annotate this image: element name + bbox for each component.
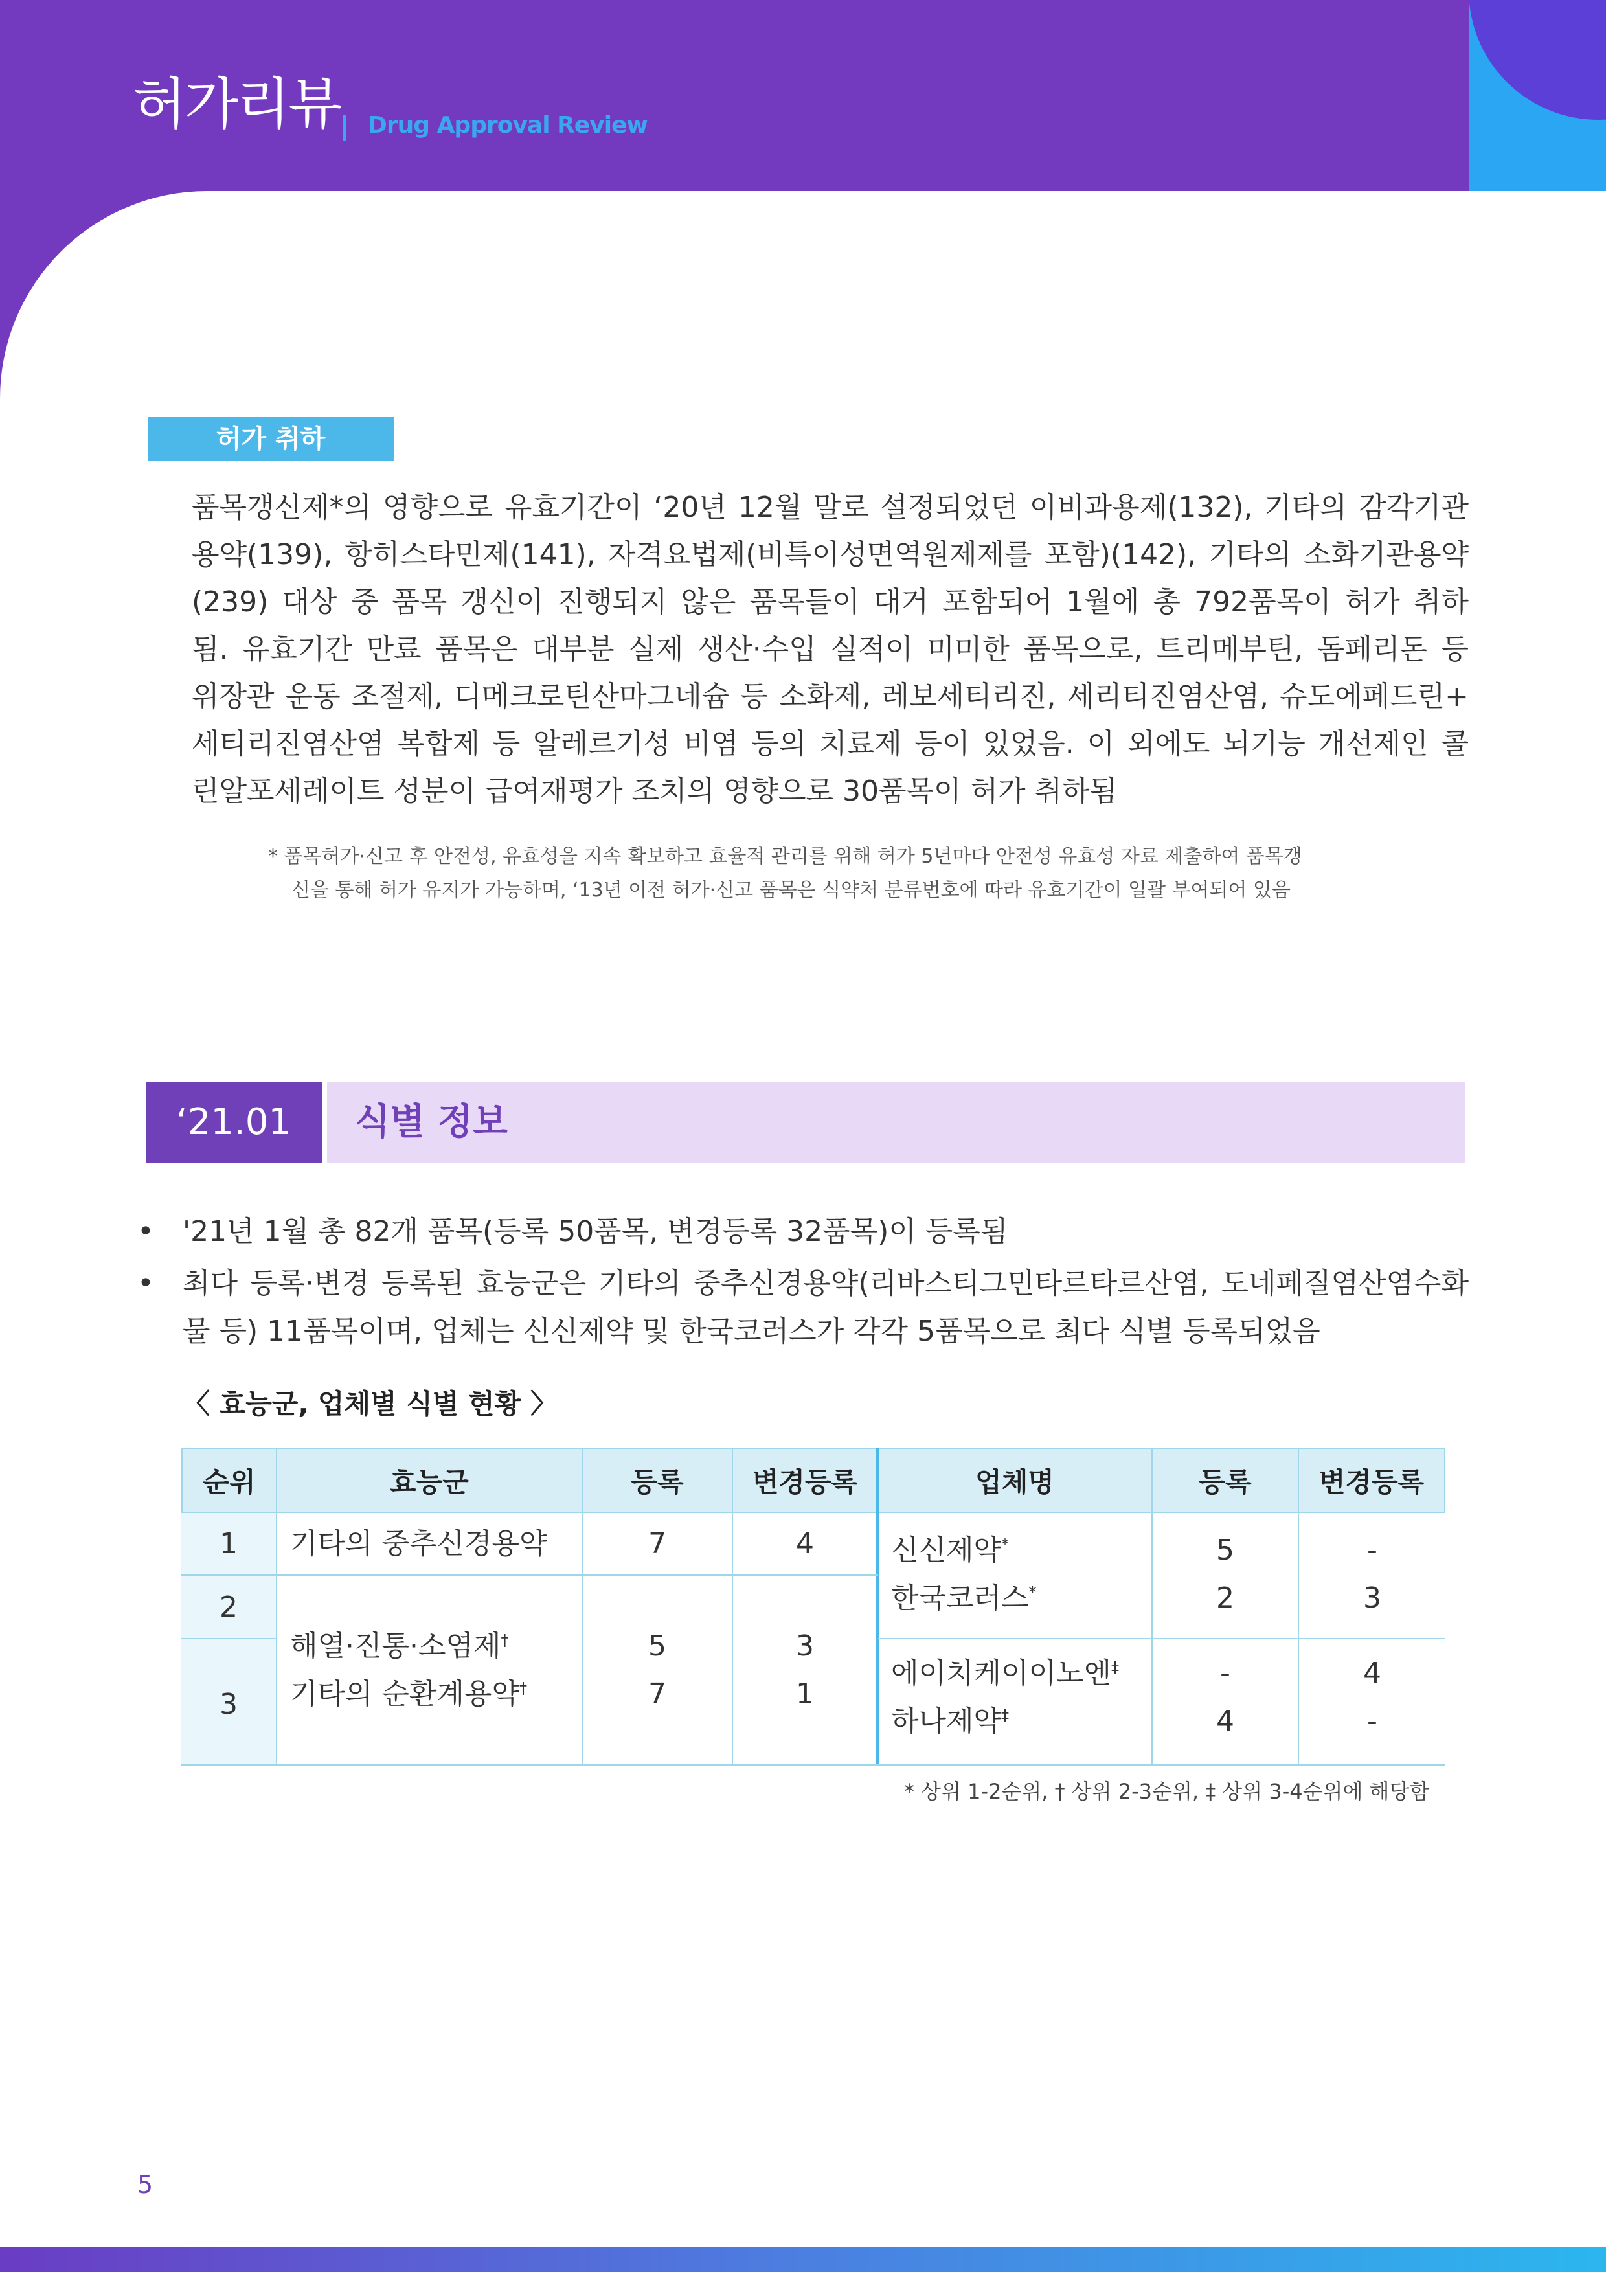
- table-note: * 상위 1-2순위, † 상위 2-3순위, ‡ 상위 3-4순위에 해당함: [904, 1779, 1430, 1804]
- header-subtitle: Drug Approval Review: [368, 112, 648, 139]
- company-name: 하나제약‡: [891, 1705, 1010, 1738]
- col-header-registered: 등록: [582, 1448, 733, 1513]
- header-divider: [343, 115, 346, 141]
- section-title: 식별 정보: [355, 1101, 508, 1143]
- paragraph-line: (239) 대상 중 품목 갱신이 진행되지 않은 품목들이 대거 포함되어 1월에 총 792품목이 허가 취하: [192, 585, 1469, 619]
- company-name: 한국코러스*: [891, 1582, 1037, 1615]
- footer-bar: [0, 2247, 1606, 2272]
- table-center-divider: [876, 1448, 879, 1766]
- paragraph-line: 품목갱신제*의 영향으로 유효기간이 ‘20년 12월 말로 설정되었던 이비과용제(132), 기타의 감각기관: [192, 491, 1469, 524]
- paragraph-line: 용약(139), 항히스타민제(141), 자격요법제(비특이성면역원제제를 포함)(142), 기타의 소화기관용약: [192, 538, 1469, 571]
- efficacy-name: 해열·진통·소염제†: [290, 1630, 509, 1663]
- col-header-efficacy: 효능군: [276, 1448, 583, 1513]
- dagger-mark: †: [519, 1679, 528, 1698]
- col-header-changed: 변경등록: [732, 1448, 878, 1513]
- grid-line: [181, 1638, 277, 1639]
- bullet-icon: •: [137, 1215, 154, 1248]
- footnote-line: * 품목허가·신고 후 안전성, 유효성을 지속 확보하고 효율적 관리를 위해 허가 5년마다 안전성 유효성 자료 제출하여 품목갱: [268, 845, 1302, 868]
- bullet-text: 최다 등록·변경 등록된 효능군은 기타의 중추신경용약(리바스티그민타르타르산염, 도네페질염산염수화: [183, 1267, 1469, 1300]
- table-caption: 〈 효능군, 업체별 식별 현황 〉: [183, 1388, 558, 1420]
- company-changed: -: [1367, 1705, 1377, 1738]
- grid-line: [181, 1574, 878, 1576]
- efficacy-changed: 3: [796, 1630, 814, 1663]
- company-name: 신신제약*: [891, 1534, 1010, 1567]
- paragraph-line: 린알포세레이트 성분이 급여재평가 조치의 영향으로 30품목이 허가 취하됨: [192, 775, 1118, 808]
- efficacy-registered: 7: [648, 1527, 666, 1560]
- footnote-line: 신을 통해 허가 유지가 가능하며, ‘13년 이전 허가·신고 품목은 식약처 분류번호에 따라 유효기간이 일괄 부여되어 있음: [291, 879, 1291, 902]
- section-tag: 허가 취하: [216, 424, 326, 454]
- header-title: 허가리뷰: [133, 72, 341, 137]
- asterisk-mark: *: [1028, 1583, 1037, 1602]
- company-registered: -: [1220, 1657, 1230, 1690]
- efficacy-changed: 4: [796, 1527, 814, 1560]
- company-registered: 2: [1216, 1582, 1234, 1615]
- dagger-mark: †: [501, 1631, 509, 1650]
- efficacy-name: 기타의 중추신경용약: [290, 1527, 547, 1560]
- rank-cell: 2: [220, 1591, 238, 1624]
- efficacy-registered: 5: [648, 1630, 666, 1663]
- paragraph-line: 세티리진염산염 복합제 등 알레르기성 비염 등의 치료제 등이 있었음. 이 외에도 뇌기능 개선제인 콜: [192, 727, 1469, 760]
- grid-line: [181, 1764, 1445, 1766]
- col-header-company: 업체명: [877, 1448, 1153, 1513]
- asterisk-mark: *: [1001, 1535, 1010, 1554]
- col-header-registered-2: 등록: [1151, 1448, 1299, 1513]
- company-registered: 4: [1216, 1705, 1234, 1738]
- col-header-changed-2: 변경등록: [1298, 1448, 1445, 1513]
- paragraph-line: 됨. 유효기간 만료 품목은 대부분 실제 생산·수입 실적이 미미한 품목으로, 트리메부틴, 돔페리돈 등: [192, 633, 1469, 666]
- company-changed: 4: [1363, 1657, 1381, 1690]
- efficacy-changed: 1: [796, 1677, 814, 1711]
- bullet-icon: •: [137, 1267, 154, 1300]
- rank-cell: 3: [220, 1688, 238, 1721]
- rank-cell: 1: [220, 1527, 238, 1560]
- double-dagger-mark: ‡: [1001, 1706, 1010, 1725]
- col-header-rank: 순위: [181, 1448, 277, 1513]
- grid-line: [878, 1638, 1445, 1639]
- company-changed: 3: [1363, 1582, 1381, 1615]
- section-year: ‘21.01: [175, 1101, 292, 1143]
- paragraph-line: 위장관 운동 조절제, 디메크로틴산마그네슘 등 소화제, 레보세티리진, 세리티진염산염, 슈도에페드린+: [192, 680, 1469, 713]
- page-number: 5: [137, 2170, 153, 2199]
- grid-line: [276, 1513, 277, 1766]
- bullet-text: 물 등) 11품목이며, 업체는 신신제약 및 한국코러스가 각각 5품목으로 최다 식별 등록되었음: [183, 1315, 1320, 1348]
- identification-table: [181, 1448, 1445, 1766]
- efficacy-registered: 7: [648, 1677, 666, 1711]
- bullet-text: '21년 1월 총 82개 품목(등록 50품목, 변경등록 32품목)이 등록됨: [183, 1215, 1008, 1248]
- double-dagger-mark: ‡: [1111, 1658, 1120, 1677]
- company-name: 에이치케이이노엔‡: [891, 1657, 1120, 1690]
- company-changed: -: [1367, 1534, 1377, 1567]
- efficacy-name: 기타의 순환계용약†: [290, 1677, 528, 1711]
- company-registered: 5: [1216, 1534, 1234, 1567]
